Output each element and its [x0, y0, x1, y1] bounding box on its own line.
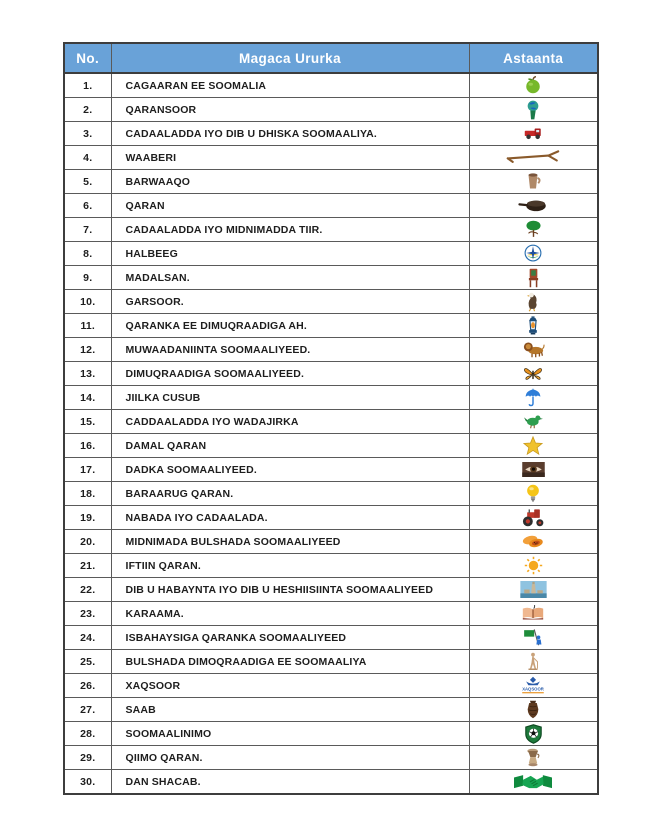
symbol-cell [469, 674, 598, 698]
row-number-cell: 9. [64, 266, 111, 290]
symbol-cell [469, 242, 598, 266]
row-number-cell: 13. [64, 362, 111, 386]
table-row [64, 554, 598, 578]
lion-icon [522, 341, 545, 358]
party-name-cell: DAMAL QARAN [111, 434, 469, 458]
symbol-cell [469, 650, 598, 674]
row-number-cell: 10. [64, 290, 111, 314]
party-name-cell: QARANKA EE DIMUQRAADIGA AH. [111, 314, 469, 338]
party-name-cell: DIB U HABAYNTA IYO DIB U HESHIISIINTA SOOMAALIYEED [111, 578, 469, 602]
table-row [64, 530, 598, 554]
row-number-cell: 18. [64, 482, 111, 506]
row-number-cell: 25. [64, 650, 111, 674]
open-book-icon [522, 605, 544, 621]
party-name-cell: BARAARUG QARAN. [111, 482, 469, 506]
table-row [64, 458, 598, 482]
table-row [64, 626, 598, 650]
mug-icon [524, 172, 542, 190]
table-row [64, 482, 598, 506]
party-name-cell: ISBAHAYSIGA QARANKA SOOMAALIYEED [111, 626, 469, 650]
table-row [64, 266, 598, 290]
row-number-cell: 8. [64, 242, 111, 266]
party-name-cell: WAABERI [111, 146, 469, 170]
row-number-cell: 24. [64, 626, 111, 650]
party-symbol-sheet [63, 42, 599, 795]
party-name-cell: KARAAMA. [111, 602, 469, 626]
row-number-cell: 27. [64, 698, 111, 722]
party-name-cell: QARANSOOR [111, 98, 469, 122]
party-name-cell: DAN SHACAB. [111, 770, 469, 795]
table-row [64, 122, 598, 146]
row-number-cell: 30. [64, 770, 111, 795]
symbol-cell [469, 362, 598, 386]
flag-bearer-icon [522, 628, 545, 646]
xaqsoor-logo-icon [515, 676, 551, 696]
symbol-cell [469, 98, 598, 122]
party-name-cell: MUWAADANIINTA SOOMAALIYEED. [111, 338, 469, 362]
table-row [64, 98, 598, 122]
table-row [64, 218, 598, 242]
row-number-cell: 20. [64, 530, 111, 554]
table-row [64, 386, 598, 410]
row-number-cell: 5. [64, 170, 111, 194]
table-row [64, 434, 598, 458]
party-name-cell: SAAB [111, 698, 469, 722]
table-row [64, 722, 598, 746]
table-row [64, 698, 598, 722]
green-bird-icon [523, 413, 544, 429]
column-header-name: Magaca Ururka [111, 43, 469, 73]
herding-stick-icon [505, 150, 561, 164]
row-number-cell: 4. [64, 146, 111, 170]
symbol-cell [469, 73, 598, 98]
party-name-cell: IFTIIN QARAN. [111, 554, 469, 578]
symbol-cell [469, 290, 598, 314]
table-row [64, 338, 598, 362]
table-row [64, 410, 598, 434]
fist-globe-icon [525, 100, 541, 120]
party-name-cell: MADALSAN. [111, 266, 469, 290]
table-row [64, 650, 598, 674]
gold-star-icon [523, 436, 543, 455]
party-name-cell: DADKA SOOMAALIYEED. [111, 458, 469, 482]
symbol-cell [469, 698, 598, 722]
symbol-cell [469, 218, 598, 242]
incense-pan-icon [518, 199, 548, 212]
eagle-icon [525, 292, 541, 312]
party-name-cell: QIIMO QARAN. [111, 746, 469, 770]
party-name-cell: CADAALADDA IYO DIB U DHISKA SOOMAALIYA. [111, 122, 469, 146]
table-row [64, 290, 598, 314]
header-row [64, 43, 598, 73]
row-number-cell: 28. [64, 722, 111, 746]
row-number-cell: 16. [64, 434, 111, 458]
table-body [64, 73, 598, 794]
red-truck-icon [524, 126, 543, 140]
eye-photo-icon [522, 462, 545, 477]
table-row [64, 242, 598, 266]
row-number-cell: 7. [64, 218, 111, 242]
row-number-cell: 23. [64, 602, 111, 626]
chair-icon [527, 268, 540, 288]
table-row [64, 602, 598, 626]
table-row [64, 578, 598, 602]
party-name-cell: QARAN [111, 194, 469, 218]
row-number-cell: 14. [64, 386, 111, 410]
row-number-cell: 26. [64, 674, 111, 698]
butterfly-icon [523, 365, 543, 382]
column-header-symbol: Astaanta [469, 43, 598, 73]
party-name-cell: NABADA IYO CADAALADA. [111, 506, 469, 530]
symbol-cell [469, 122, 598, 146]
symbol-cell [469, 314, 598, 338]
umbrella-icon [524, 388, 542, 407]
clay-burner-icon [525, 748, 541, 767]
party-name-cell: CADAALADDA IYO MIDNIMADDA TIIR. [111, 218, 469, 242]
sun-icon [524, 556, 543, 575]
row-number-cell: 17. [64, 458, 111, 482]
symbol-cell [469, 338, 598, 362]
row-number-cell: 6. [64, 194, 111, 218]
symbol-cell [469, 578, 598, 602]
table-row [64, 770, 598, 795]
light-bulb-icon [526, 484, 540, 503]
row-number-cell: 1. [64, 73, 111, 98]
soccer-shield-icon [525, 724, 542, 744]
lantern-icon [526, 316, 540, 336]
party-name-cell: CADDAALADDA IYO WADAJIRKA [111, 410, 469, 434]
row-number-cell: 22. [64, 578, 111, 602]
lighthouse-photo-icon [520, 581, 547, 598]
symbol-cell [469, 410, 598, 434]
svg-text:XAQSOOR: XAQSOOR [522, 686, 545, 692]
party-name-cell: HALBEEG [111, 242, 469, 266]
row-number-cell: 3. [64, 122, 111, 146]
party-name-cell: XAQSOOR [111, 674, 469, 698]
symbol-cell [469, 266, 598, 290]
tractor-icon [521, 508, 546, 527]
green-apple-icon [524, 76, 542, 94]
symbol-cell [469, 746, 598, 770]
symbol-cell [469, 386, 598, 410]
table-row [64, 674, 598, 698]
symbol-cell [469, 482, 598, 506]
symbol-cell [469, 146, 598, 170]
symbol-cell [469, 722, 598, 746]
statue-icon [527, 652, 539, 670]
party-name-cell: BULSHADA DIMOQRAADIGA EE SOOMAALIYA [111, 650, 469, 674]
symbol-cell [469, 434, 598, 458]
row-number-cell: 21. [64, 554, 111, 578]
symbol-cell [469, 194, 598, 218]
table-row [64, 746, 598, 770]
row-number-cell: 29. [64, 746, 111, 770]
table-row [64, 314, 598, 338]
column-header-no: No. [64, 43, 111, 73]
row-number-cell: 2. [64, 98, 111, 122]
party-name-cell: MIDNIMADA BULSHADA SOOMAALIYEED [111, 530, 469, 554]
symbol-cell [469, 626, 598, 650]
handshake-icon [514, 772, 552, 792]
row-number-cell: 19. [64, 506, 111, 530]
symbol-cell [469, 458, 598, 482]
table-row [64, 146, 598, 170]
symbol-cell [469, 170, 598, 194]
symbol-cell [469, 602, 598, 626]
symbol-cell [469, 530, 598, 554]
woven-vessel-icon [526, 700, 540, 719]
table-row [64, 362, 598, 386]
compass-emblem-icon [524, 244, 542, 262]
papaya-icon [522, 534, 544, 549]
party-symbol-table [63, 42, 599, 795]
table-row [64, 170, 598, 194]
tree-icon [525, 220, 542, 239]
row-number-cell: 11. [64, 314, 111, 338]
party-name-cell: SOOMAALINIMO [111, 722, 469, 746]
symbol-cell [469, 770, 598, 795]
party-name-cell: DIMUQRAADIGA SOOMAALIYEED. [111, 362, 469, 386]
row-number-cell: 12. [64, 338, 111, 362]
symbol-cell [469, 554, 598, 578]
row-number-cell: 15. [64, 410, 111, 434]
party-name-cell: CAGAARAN EE SOOMALIA [111, 73, 469, 98]
symbol-cell [469, 506, 598, 530]
party-name-cell: JIILKA CUSUB [111, 386, 469, 410]
table-row [64, 506, 598, 530]
party-name-cell: BARWAAQO [111, 170, 469, 194]
table-row [64, 194, 598, 218]
table-row [64, 73, 598, 98]
party-name-cell: GARSOOR. [111, 290, 469, 314]
